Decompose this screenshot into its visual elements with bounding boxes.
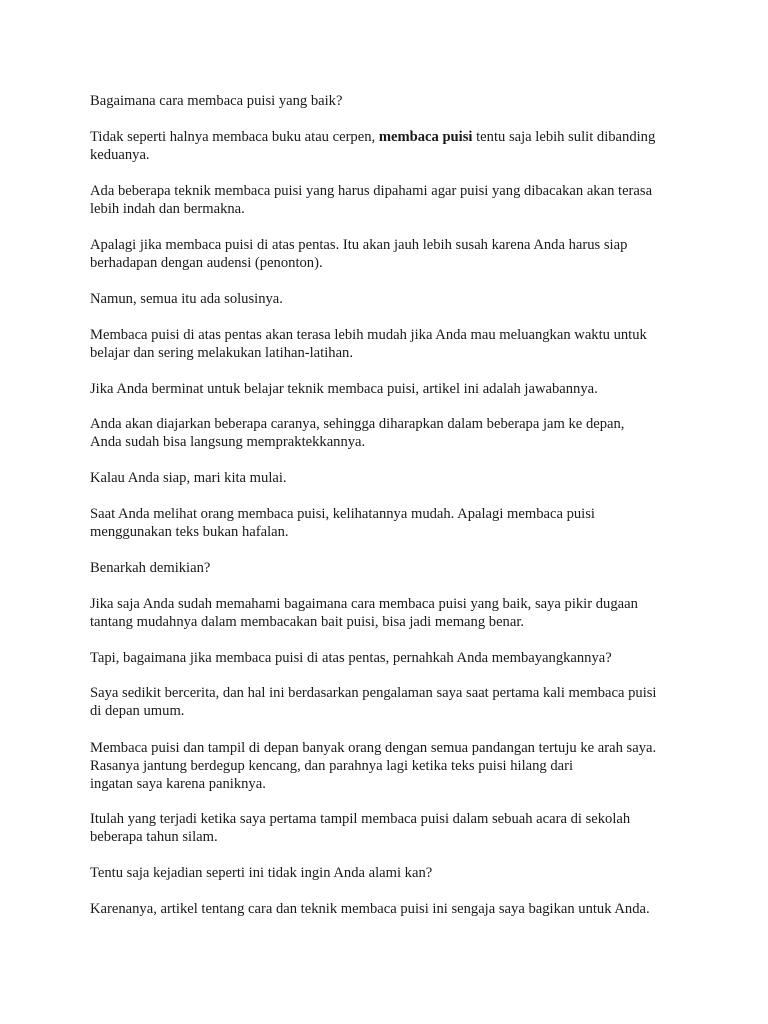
paragraph-1-bold-text: membaca puisi	[378, 129, 473, 145]
paragraph-2	[90, 182, 690, 218]
document-title	[90, 92, 690, 110]
paragraph-5	[90, 326, 690, 362]
paragraph-1-text-after: tentu saja lebih sulit dibanding	[472, 129, 656, 145]
paragraph-9-line-1: Saat Anda melihat orang membaca puisi, kelihatannya mudah. Apalagi membaca puisi	[90, 506, 595, 522]
paragraph-5-line-1: Membaca puisi di atas pentas akan terasa lebih mudah jika Anda mau meluangkan waktu untuk	[90, 327, 647, 343]
paragraph-3-line-1: Apalagi jika membaca puisi di atas pentas. Itu akan jauh lebih susah karena Anda harus siap	[90, 237, 628, 253]
paragraph-7-line-1: Anda akan diajarkan beberapa caranya, sehingga diharapkan dalam beberapa jam ke depan,	[90, 416, 625, 432]
paragraph-8	[90, 469, 690, 487]
paragraph-1	[90, 128, 690, 164]
paragraph-11-line-1: Jika saja Anda sudah memahami bagaimana cara membaca puisi yang baik, saya pikir dugaan	[90, 596, 638, 612]
paragraph-16-line-1: Tentu saja kejadian seperti ini tidak ingin Anda alami kan?	[90, 865, 433, 881]
paragraph-6	[90, 380, 690, 398]
paragraph-5-line-2: belajar dan sering melakukan latihan-latihan.	[90, 345, 353, 361]
paragraph-1-line-1	[90, 128, 690, 146]
paragraph-8-line-1: Kalau Anda siap, mari kita mulai.	[90, 470, 287, 486]
paragraph-3-line-2: berhadapan dengan audensi (penonton).	[90, 255, 323, 271]
paragraph-14-line-2: Rasanya jantung berdegup kencang, dan parahnya lagi ketika teks puisi hilang dari	[90, 758, 574, 774]
paragraph-15-line-1: Itulah yang terjadi ketika saya pertama tampil membaca puisi dalam sebuah acara di sekolah	[90, 811, 631, 827]
paragraph-9	[90, 505, 690, 541]
paragraph-1-line-2: keduanya.	[90, 147, 150, 163]
paragraph-17-line-1: Karenanya, artikel tentang cara dan teknik membaca puisi ini sengaja saya bagikan untuk Anda.	[90, 901, 650, 917]
paragraph-11	[90, 595, 690, 631]
paragraph-2-line-1: Ada beberapa teknik membaca puisi yang harus dipahami agar puisi yang dibacakan akan terasa	[90, 183, 653, 199]
paragraph-2-line-2: lebih indah dan bermakna.	[90, 201, 245, 217]
paragraph-14-line-1: Membaca puisi dan tampil di depan banyak orang dengan semua pandangan tertuju ke arah saya.	[90, 740, 657, 756]
title-line: Bagaimana cara membaca puisi yang baik?	[90, 93, 343, 109]
paragraph-3	[90, 236, 690, 272]
paragraph-12	[90, 649, 690, 667]
paragraph-9-line-2: menggunakan teks bukan hafalan.	[90, 524, 289, 540]
paragraph-12-line-1: Tapi, bagaimana jika membaca puisi di atas pentas, pernahkah Anda membayangkannya?	[90, 650, 612, 666]
paragraph-11-line-2: tantang mudahnya dalam membacakan bait puisi, bisa jadi memang benar.	[90, 614, 525, 630]
paragraph-1-text-before: Tidak seperti halnya membaca buku atau cerpen,	[90, 129, 379, 145]
paragraph-13-line-1: Saya sedikit bercerita, dan hal ini berdasarkan pengalaman saya saat pertama kali membaca puisi	[90, 685, 657, 701]
paragraph-4-line-1: Namun, semua itu ada solusinya.	[90, 291, 283, 307]
paragraph-14-line-3: ingatan saya karena paniknya.	[90, 776, 266, 792]
paragraph-7	[90, 415, 690, 451]
paragraph-7-line-2: Anda sudah bisa langsung mempraktekkannya.	[90, 434, 366, 450]
paragraph-14	[90, 739, 690, 793]
paragraph-16	[90, 864, 690, 882]
paragraph-13-line-2: di depan umum.	[90, 703, 185, 719]
paragraph-15	[90, 810, 690, 846]
paragraph-15-line-2: beberapa tahun silam.	[90, 829, 218, 845]
paragraph-4	[90, 290, 690, 308]
paragraph-13	[90, 684, 690, 720]
paragraph-10	[90, 559, 690, 577]
paragraph-6-line-1: Jika Anda berminat untuk belajar teknik membaca puisi, artikel ini adalah jawabannya.	[90, 381, 598, 397]
paragraph-10-line-1: Benarkah demikian?	[90, 560, 211, 576]
paragraph-17	[90, 900, 690, 918]
